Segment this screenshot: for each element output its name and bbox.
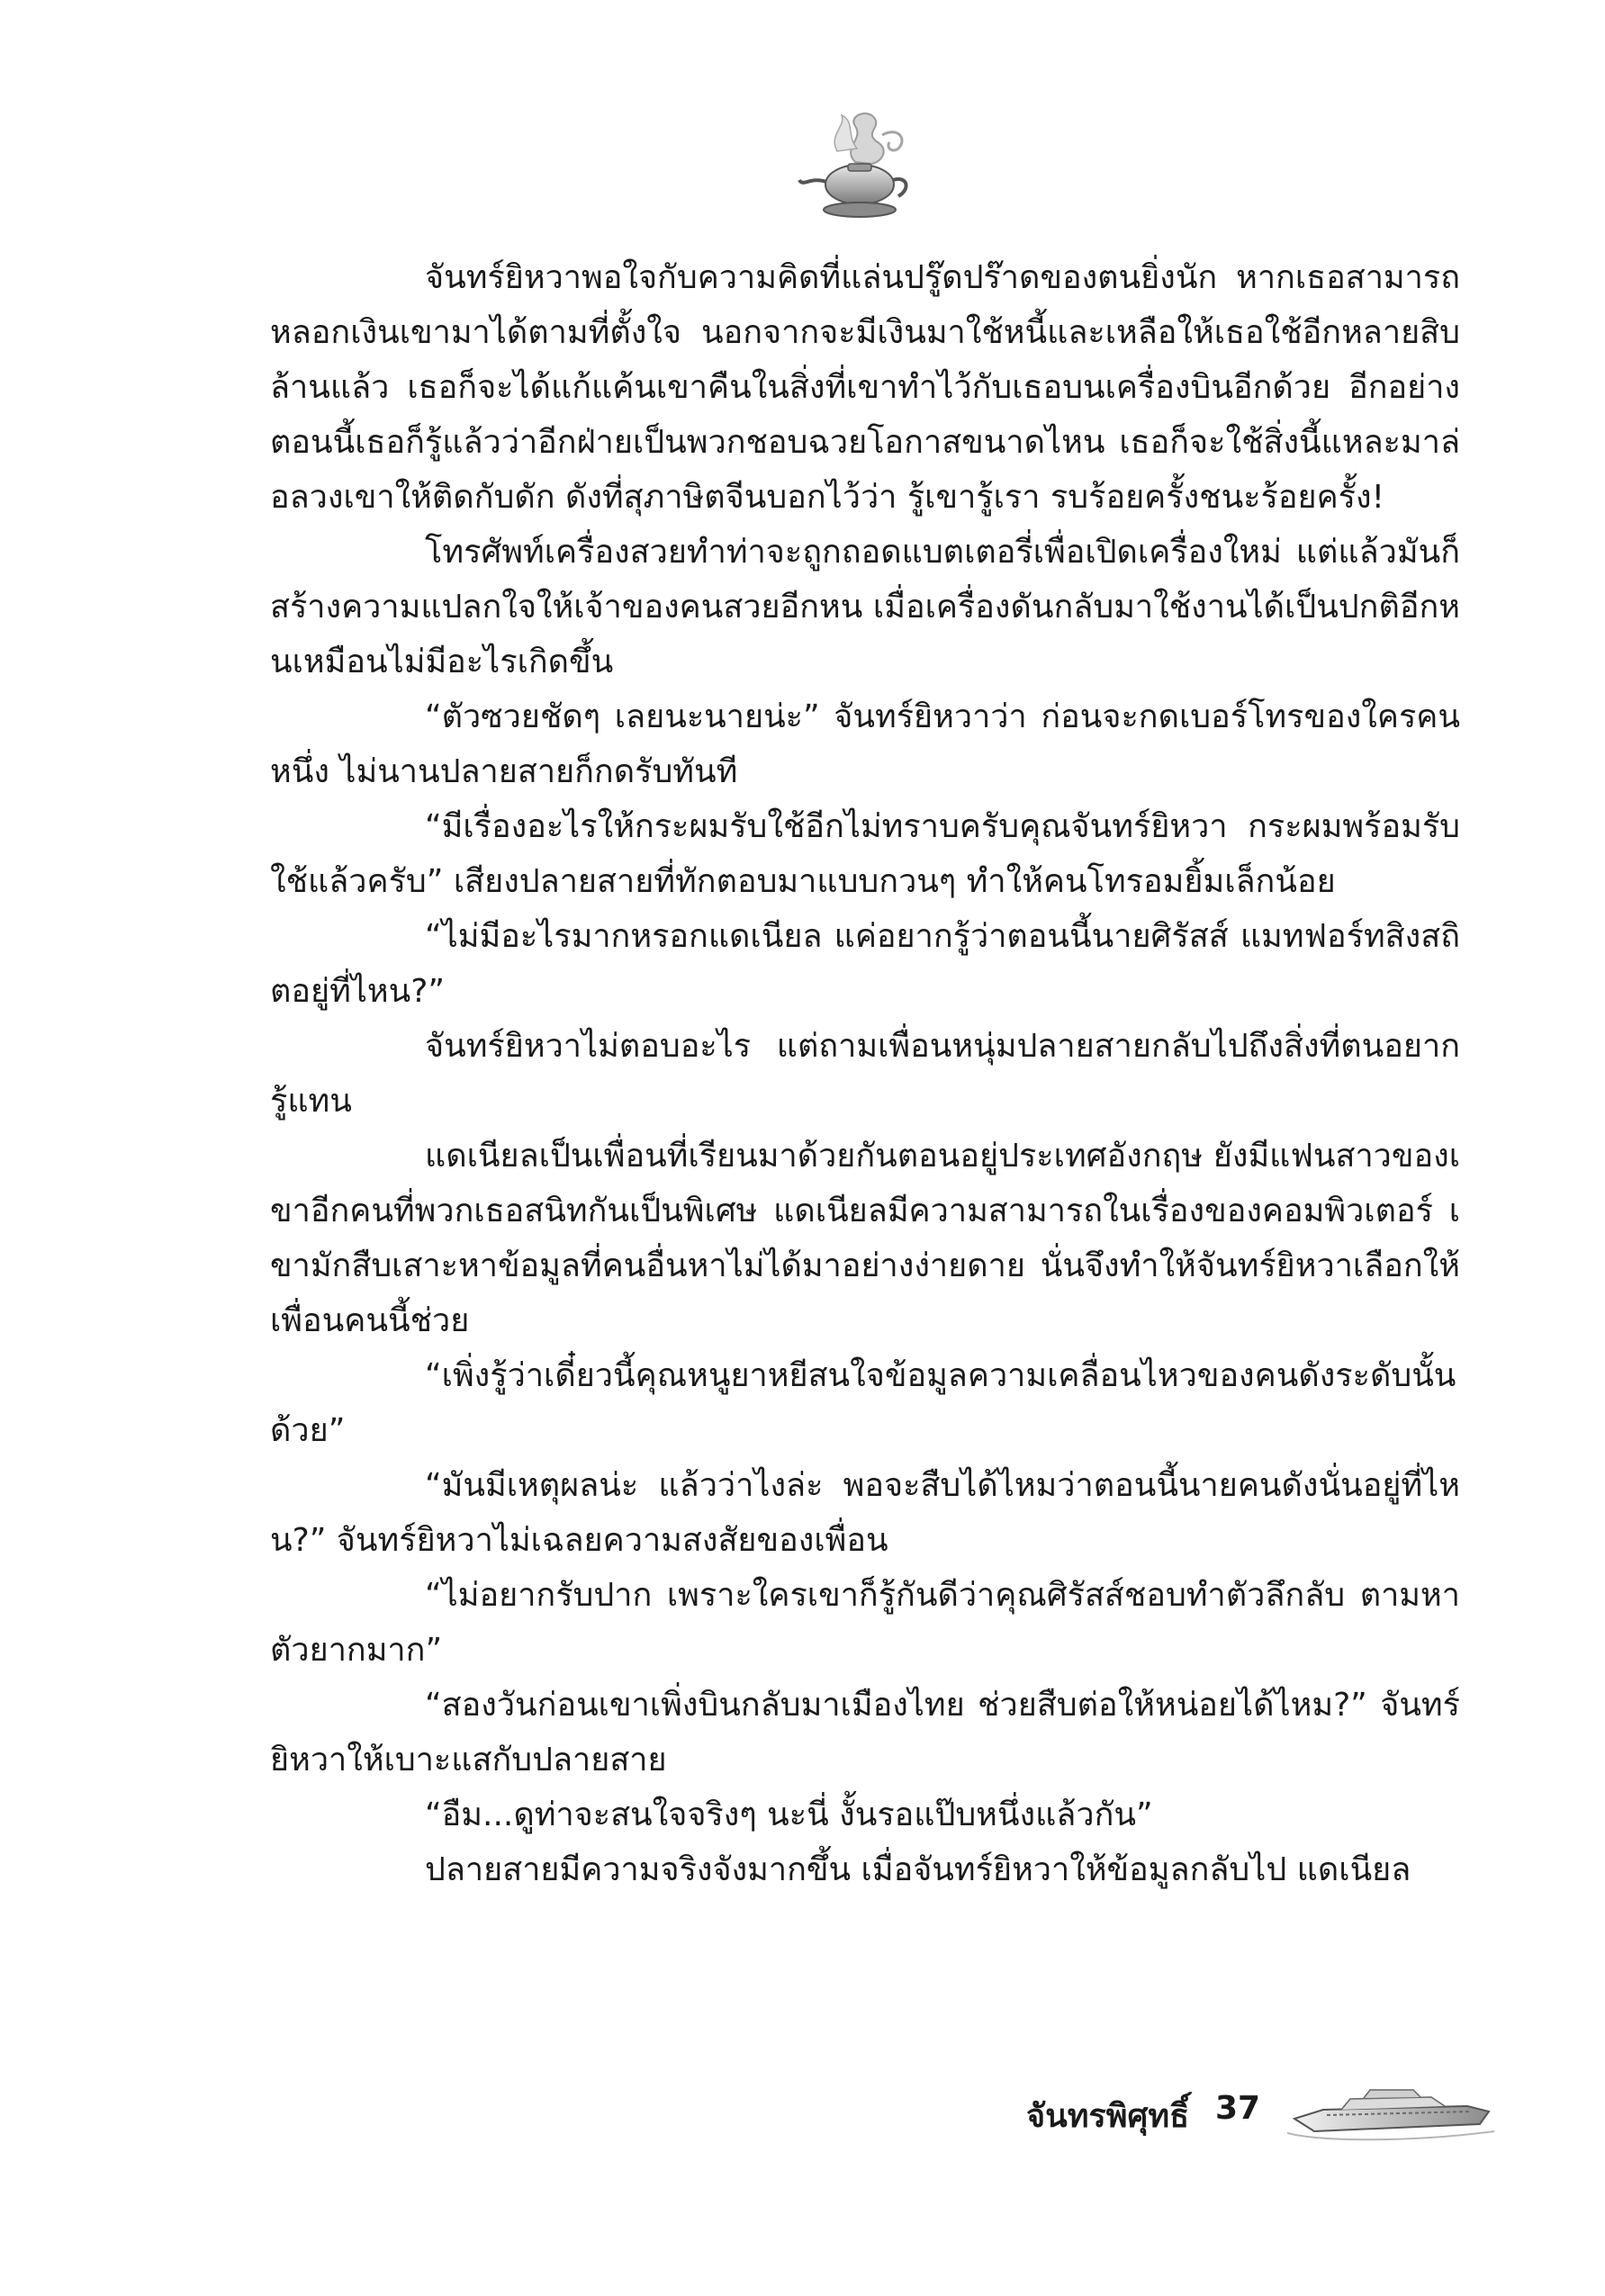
paragraph: แดเนียลเป็นเพื่อนที่เรียนมาด้วยกันตอนอยู่ประเทศอังกฤษ ยังมีแฟนสาวของเขาอีกคนที่พวกเธอสนิทกันเป็นพิเศษ แดเนียลมีความสามารถในเรื่องของคอมพิวเตอร์ เขามักสืบเสาะหาข้อมูลที่คนอื่นหาไม่ได้มาอย่างง่ายดาย นั่นจึงทำให้จันทร์ยิหวาเลือกให้เพื่อนคนนี้ช่วย	[270, 1138, 1460, 1339]
paragraph: “ไม่มีอะไรมากหรอกแดเนียล แค่อยากรู้ว่าตอนนี้นายศิรัสส์ แมทฟอร์ทสิงสถิตอยู่ที่ไหน?”	[270, 918, 1460, 1010]
page-number: 37	[1215, 2090, 1261, 2127]
book-title: จันทรพิศุทธิ์	[1026, 2098, 1190, 2135]
paragraph: “มีเรื่องอะไรให้กระผมรับใช้อีกไม่ทราบครับคุณจันทร์ยิหวา กระผมพร้อมรับใช้แล้วครับ” เสียงปลายสายที่ทักตอบมาแบบกวนๆ ทำให้คนโทรอมยิ้มเล็กน้อย	[270, 808, 1460, 900]
teapot-lamp-icon	[792, 99, 927, 234]
paragraph: “มันมีเหตุผลน่ะ แล้วว่าไงล่ะ พอจะสืบได้ไหมว่าตอนนี้นายคนดังนั่นอยู่ที่ไหน?” จันทร์ยิหวาไม่เฉลยความสงสัยของเพื่อน	[270, 1467, 1460, 1559]
paragraph: ปลายสายมีความจริงจังมากขึ้น เมื่อจันทร์ยิหวาให้ข้อมูลกลับไป แดเนียล	[425, 1851, 1411, 1888]
paragraph: จันทร์ยิหวาไม่ตอบอะไร แต่ถามเพื่อนหนุ่มปลายสายกลับไปถึงสิ่งที่ตนอยากรู้แทน	[270, 1028, 1460, 1120]
paragraph: “ไม่อยากรับปาก เพราะใครเขาก็รู้กันดีว่าคุณศิรัสส์ชอบทำตัวลึกลับ ตามหาตัวยากมาก”	[270, 1577, 1460, 1669]
paragraph: “อืม...ดูท่าจะสนใจจริงๆ นะนี่ งั้นรอแป๊บหนึ่งแล้วกัน”	[425, 1796, 1153, 1833]
cruise-ship-icon	[1287, 2079, 1494, 2151]
paragraph: “ตัวซวยชัดๆ เลยนะนายน่ะ” จันทร์ยิหวาว่า ก่อนจะกดเบอร์โทรของใครคนหนึ่ง ไม่นานปลายสายก็กดรับทันที	[270, 698, 1460, 790]
page-footer	[1026, 2079, 1494, 2151]
paragraph: “เพิ่งรู้ว่าเดี๋ยวนี้คุณหนูยาหยีสนใจข้อมูลความเคลื่อนไหวของคนดังระดับนั้นด้วย”	[270, 1357, 1456, 1449]
paragraph: “สองวันก่อนเขาเพิ่งบินกลับมาเมืองไทย ช่วยสืบต่อให้หน่อยได้ไหม?” จันทร์ยิหวาให้เบาะแสกับปลายสาย	[270, 1687, 1460, 1778]
paragraph: โทรศัพท์เครื่องสวยทำท่าจะถูกถอดแบตเตอรี่เพื่อเปิดเครื่องใหม่ แต่แล้วมันก็สร้างความแปลกใจให้เจ้าของคนสวยอีกหน เมื่อเครื่องดันกลับมาใช้งานได้เป็นปกติอีกหนเหมือนไม่มีอะไรเกิดขึ้น	[270, 534, 1460, 680]
body-text	[270, 250, 1460, 1897]
paragraph: จันทร์ยิหวาพอใจกับความคิดที่แล่นปรู๊ดปร๊าดของตนยิ่งนัก หากเธอสามารถหลอกเงินเขามาได้ตามที่ตั้งใจ นอกจากจะมีเงินมาใช้หนี้และเหลือให้เธอใช้อีกหลายสิบล้านแล้ว เธอก็จะได้แก้แค้นเขาคืนในสิ่งที่เขาทำไว้กับเธอบนเครื่องบินอีกด้วย อีกอย่างตอนนี้เธอก็รู้แล้วว่าอีกฝ่ายเป็นพวกชอบฉวยโอกาสขนาดไหน เธอก็จะใช้สิ่งนี้แหละมาล่อลวงเขาให้ติดกับดัก ดังที่สุภาษิตจีนบอกไว้ว่า รู้เขารู้เรา รบร้อยครั้งชนะร้อยครั้ง!	[270, 259, 1460, 516]
